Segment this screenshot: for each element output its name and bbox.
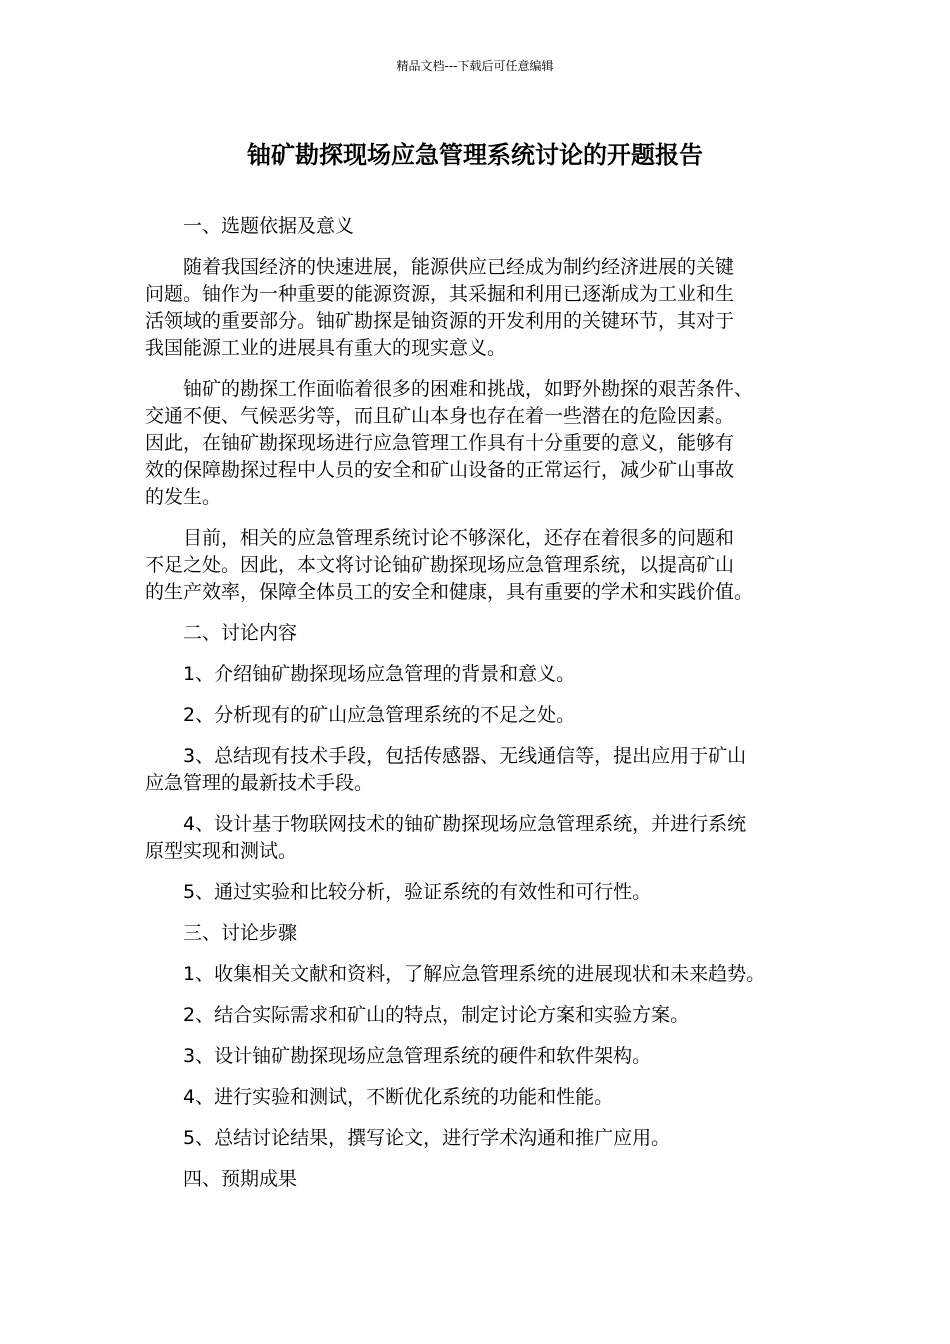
- list-item: 5、通过实验和比较分析，验证系统的有效性和可行性。: [183, 881, 652, 903]
- document-title: 铀矿勘探现场应急管理系统讨论的开题报告: [247, 141, 703, 169]
- section-heading: 四、预期成果: [183, 1168, 298, 1190]
- list-item: 5、总结讨论结果，撰写论文，进行学术沟通和推广应用。: [183, 1127, 671, 1149]
- paragraph: 随着我国经济的快速进展，能源供应已经成为制约经济进展的关键 问题。铀作为一种重要的能源资源，其采掘和利用已逐渐成为工业和生 活领域的重要部分。铀矿勘探是铀资源的开发利用的关键环节，其对于 我国能源工业的进展具有重大的现实意义。: [145, 256, 735, 359]
- paragraph: 铀矿的勘探工作面临着很多的困难和挑战，如野外勘探的艰苦条件、 交通不便、气候恶劣等，而且矿山本身也存在着一些潜在的危险因素。 因此，在铀矿勘探现场进行应急管理工作具有十分重要的意义，能够有 效的保障勘探过程中人员的安全和矿山设备的正常运行，减少矿山事故 的发生。: [145, 378, 754, 508]
- list-item: 2、分析现有的矿山应急管理系统的不足之处。: [183, 704, 576, 726]
- document-body: [145, 213, 835, 1207]
- list-item: 1、介绍铀矿勘探现场应急管理的背景和意义。: [183, 663, 576, 685]
- section-heading: 三、讨论步骤: [183, 922, 298, 944]
- section-steps: [145, 920, 835, 1152]
- section-heading: 二、讨论内容: [183, 622, 298, 644]
- list-item: 2、结合实际需求和矿山的特点，制定讨论方案和实验方案。: [183, 1004, 690, 1026]
- list-item: 4、进行实验和测试，不断优化系统的功能和性能。: [183, 1086, 614, 1108]
- paragraph: 目前，相关的应急管理系统讨论不够深化，还存在着很多的问题和 不足之处。因此，本文将讨论铀矿勘探现场应急管理系统，以提高矿山 的生产效率，保障全体员工的安全和健康，具有重要的学术和实践价值。: [145, 527, 754, 603]
- list-item: 4、设计基于物联网技术的铀矿勘探现场应急管理系统，并进行系统 原型实现和测试。: [145, 813, 747, 862]
- page-header: 精品文档---下载后可任意编辑: [396, 59, 554, 73]
- section-content: [145, 620, 835, 906]
- section-basis: [145, 213, 835, 606]
- list-item: 3、设计铀矿勘探现场应急管理系统的硬件和软件架构。: [183, 1045, 652, 1067]
- section-heading: 一、选题依据及意义: [183, 215, 355, 237]
- list-item: 3、总结现有技术手段，包括传感器、无线通信等，提出应用于矿山 应急管理的最新技术手段。: [145, 745, 747, 794]
- list-item: 1、收集相关文献和资料，了解应急管理系统的进展现状和未来趋势。: [183, 963, 766, 985]
- section-expected-results: [145, 1166, 835, 1193]
